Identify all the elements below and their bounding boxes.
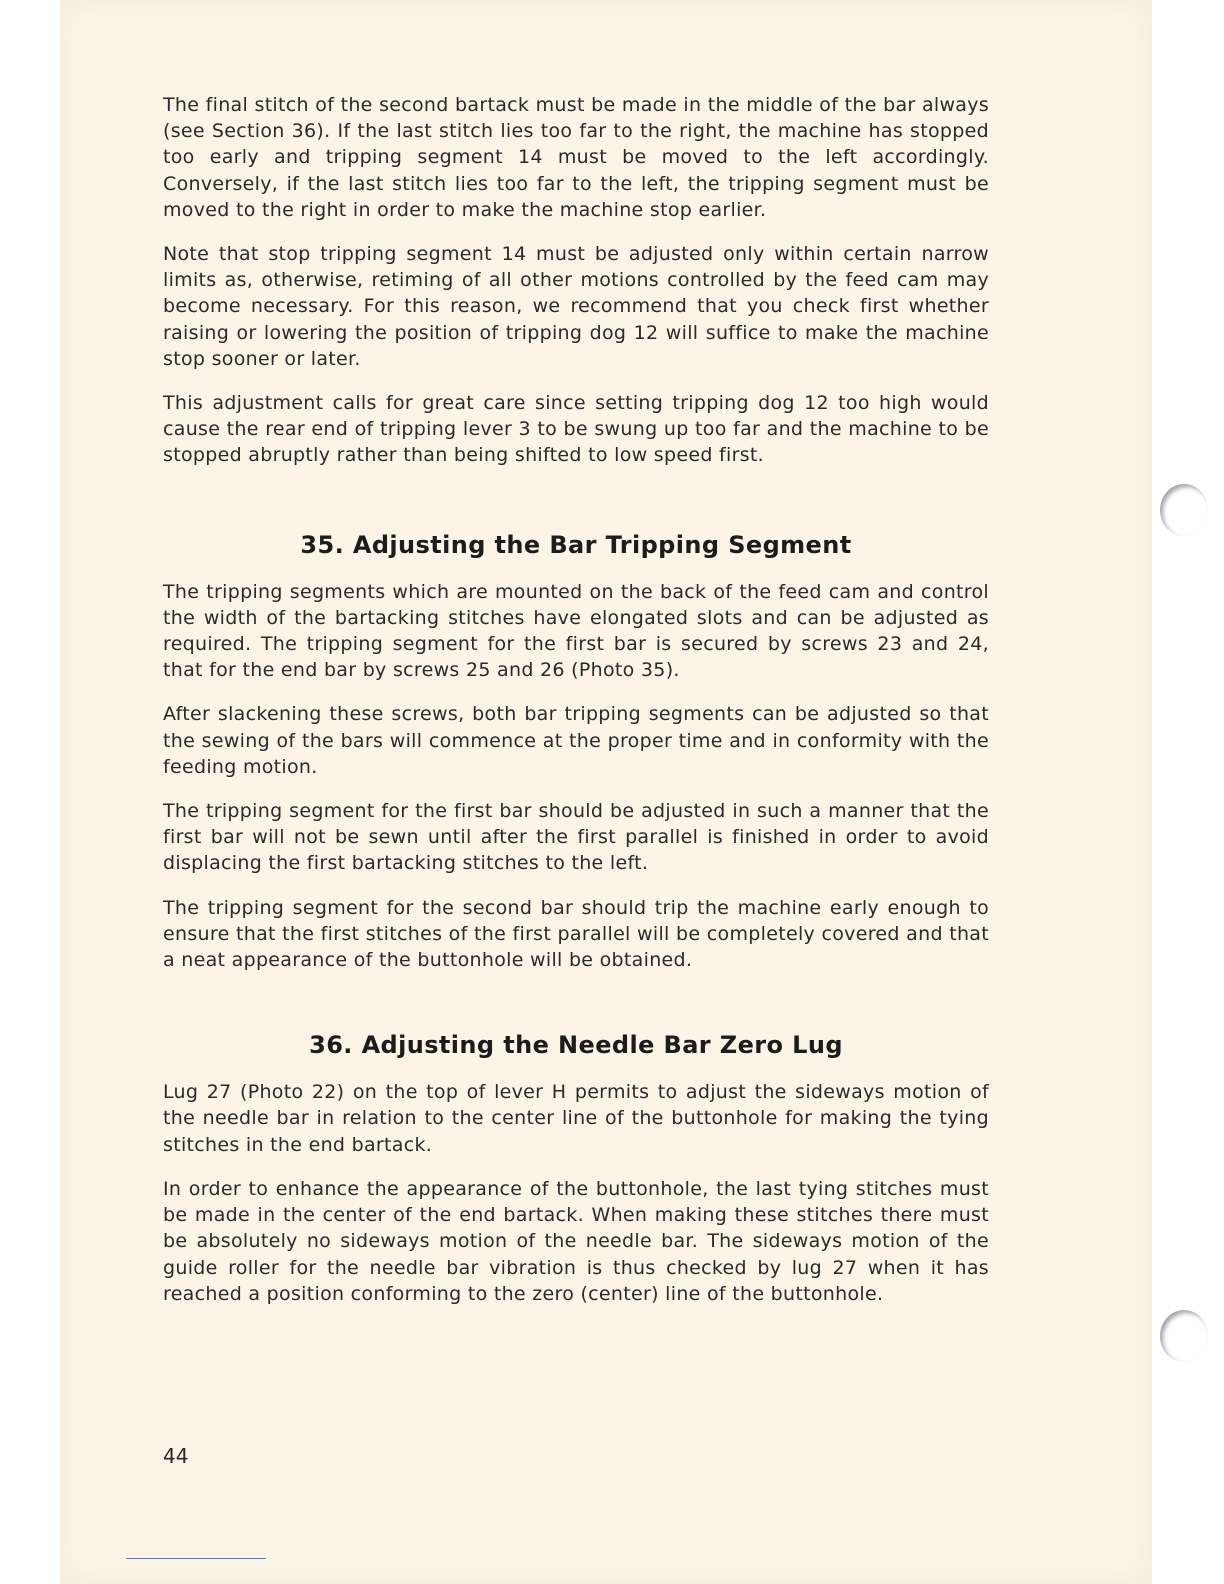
footer-rule	[126, 1558, 266, 1559]
punch-hole	[1160, 484, 1208, 536]
paragraph: The tripping segments which are mounted on the back of the feed cam and control the width of the bartacking stitches have elongated slots and can be adjusted as required. The tripping segment for the first bar is secured by screws 23 and 24, that for the end bar by screws 25 and 26 (Photo 35).	[163, 580, 989, 682]
punch-hole	[1160, 1310, 1208, 1362]
paragraph: The tripping segment for the first bar should be adjusted in such a manner that the first bar will not be sewn until after the first parallel is finished in order to avoid displacing the first bartacking stitches to the left.	[163, 800, 989, 875]
paragraph: Note that stop tripping segment 14 must be adjusted only within certain narrow limits as, otherwise, retiming of all other motions controlled by the feed cam may become necessary. For this reason, we recommend that you check first whether raising or lowering the position of tripping dog 12 will suffice to make the machine stop sooner or later.	[163, 243, 989, 370]
page-number: 44	[163, 1444, 189, 1468]
paragraph: After slackening these screws, both bar tripping segments can be adjusted so that the sewing of the bars will commence at the proper time and in conformity with the feeding motion.	[163, 703, 989, 778]
section-heading-36: 36. Adjusting the Needle Bar Zero Lug	[309, 1031, 843, 1060]
paragraph: The tripping segment for the second bar should trip the machine early enough to ensure that the first stitches of the first parallel will be completely covered and that a neat appearance of the buttonhole will be obtained.	[163, 896, 989, 972]
page-content	[163, 92, 989, 1325]
paragraph: Lug 27 (Photo 22) on the top of lever H permits to adjust the sideways motion of the needle bar in relation to the center line of the buttonhole for making the tying stitches in the end bartack.	[163, 1081, 989, 1156]
section-heading-35: 35. Adjusting the Bar Tripping Segment	[300, 530, 852, 559]
paragraph: This adjustment calls for great care since setting tripping dog 12 too high would cause the rear end of tripping lever 3 to be swung up too far and the machine to be stopped abruptly rather than being shifted to low speed first.	[163, 392, 989, 467]
paragraph: In order to enhance the appearance of the buttonhole, the last tying stitches must be made in the center of the end bartack. When making these stitches there must be absolutely no sideways motion of the needle bar. The sideways motion of the guide roller for the needle bar vibration is thus checked by lug 27 when it has reached a position conforming to the zero (center) line of the buttonhole.	[163, 1177, 989, 1305]
paragraph: The final stitch of the second bartack must be made in the middle of the bar always (see Section 36). If the last stitch lies too far to the right, the machine has stopped too early and tripping segment 14 must be moved to the left accordingly. Conversely, if the last stitch lies too far to the left, the tripping segment must be moved to the right in order to make the machine stop earlier.	[163, 94, 989, 221]
